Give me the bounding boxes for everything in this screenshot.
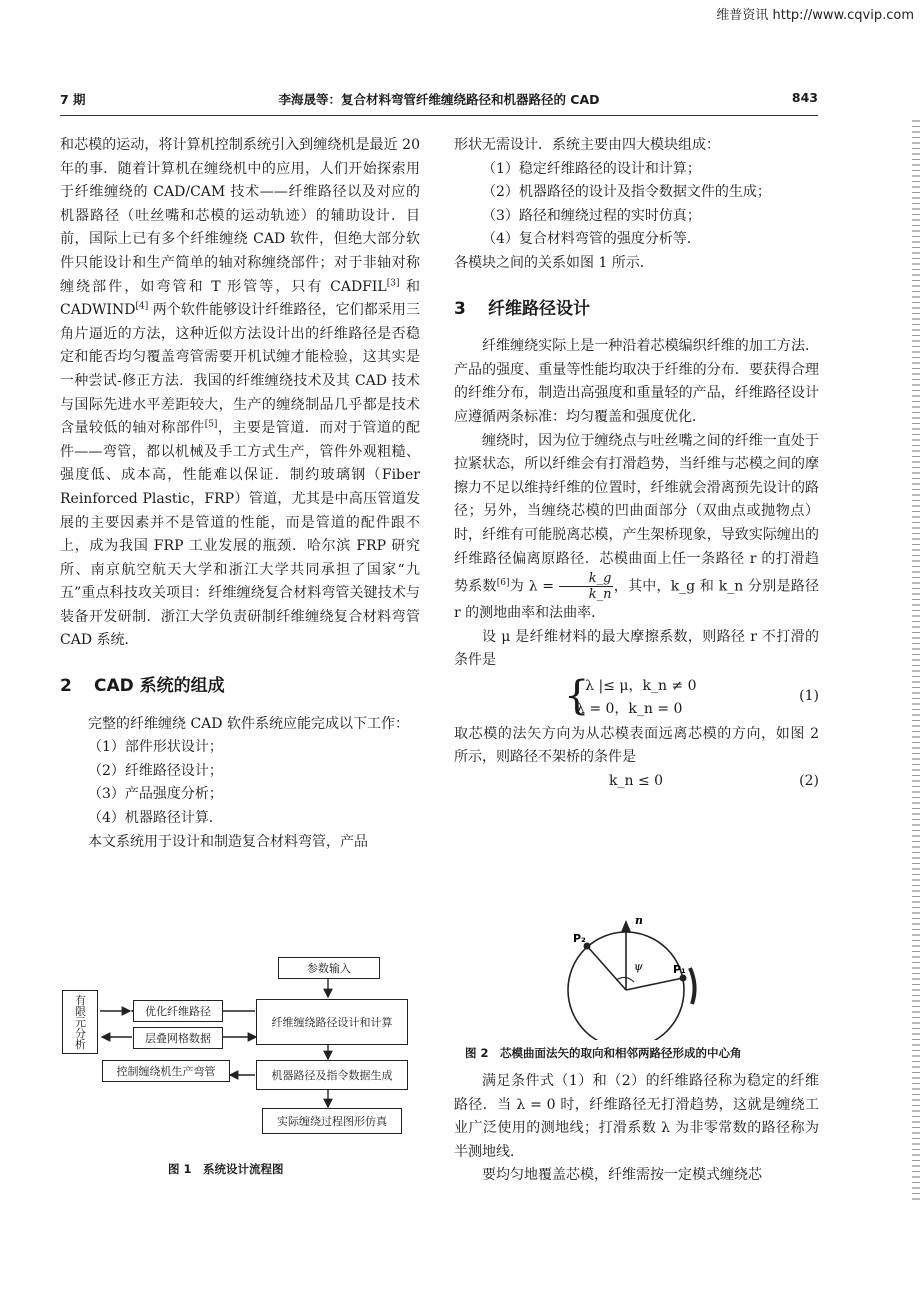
paragraph: 纤维缠绕实际上是一种沿着芯模编织纤维的加工方法．产品的强度、重量等性能均取决于纤维的分布．要获得合理的纤维分布，制造出高强度和重量轻的产品，纤维路径设计应遵循两条标准：均匀覆盖和强度优化． xyxy=(454,338,819,425)
control-winder-box: 控制缠绕机生产弯管 xyxy=(102,1060,230,1082)
list-item: （3）产品强度分析； xyxy=(88,786,223,803)
paragraph: 取芯模的法矢方向为从芯模表面远离芯模的方向，如图 2 所示，则路径不架桥的条件是 xyxy=(454,725,819,766)
point-p1-label: P₁ xyxy=(673,963,686,976)
section-2-heading: 2 CAD 系统的组成 xyxy=(60,676,225,697)
machine-path-box: 机器路径及指令数据生成 xyxy=(256,1060,408,1090)
paragraph: 要均匀地覆盖芯模，纤维需按一定模式缠绕芯 xyxy=(482,1167,762,1184)
simulation-box: 实际缠绕过程图形仿真 xyxy=(262,1108,402,1134)
figure-2-caption: 图 2 芯模曲面法矢的取向和相邻两路径形成的中心角 xyxy=(465,1046,742,1060)
list-item: （1）稳定纤维路径的设计和计算； xyxy=(482,160,701,177)
running-title: 李海晟等：复合材料弯管纤维缠绕路径和机器路径的 CAD xyxy=(278,92,600,107)
param-input-box: 参数输入 xyxy=(278,957,380,979)
right-column xyxy=(454,134,819,794)
fiber-path-design-box: 纤维缠绕路径设计和计算 xyxy=(256,999,408,1045)
list-item: （1）部件形状设计； xyxy=(88,739,223,756)
issue-number: 7 期 xyxy=(60,92,86,107)
header-rule xyxy=(60,115,818,116)
point-p2-label: P₂ xyxy=(573,932,586,945)
list-item: （2）纤维路径设计； xyxy=(88,762,223,779)
figure-1-caption: 图 1 系统设计流程图 xyxy=(168,1162,284,1176)
left-column xyxy=(60,134,420,854)
running-header xyxy=(60,90,818,112)
scan-edge xyxy=(912,120,920,1200)
watermark: 维普资讯 http://www.cqvip.com xyxy=(716,8,914,23)
paragraph: 各模块之间的关系如图 1 所示． xyxy=(454,254,654,271)
intro-paragraph: 和芯模的运动，将计算机控制系统引入到缠绕机是最近 20 年的事．随着计算机在缠绕机中的应用，人们开始探索用于纤维缠绕的 CAD/CAM 技术——纤维路径以及对应的机器路径（吐丝嘴和芯模的运动轨迹）的辅助设计．目前，国际上已有多个纤维缠绕 CAD 软件，但绝大部分软件只能设计和生产简单的轴对称缠绕部件；对于非轴对称缠绕部件，如弯管和 T 形管等，只有 CADFIL[3] 和 CADWIND[4] 两个软件能够设计纤维路径，它们都采用三角片逼近的方法，这种近似方法设计出的纤维路径是否稳定和能否均匀覆盖弯管需要开机试缠才能检验，这其实是一种尝试-修正方法．我国的纤维缠绕技术及其 CAD 技术与国际先进水平差距较大，生产的缠绕制品几乎都是技术含量较低的轴对称部件[5]，主要是管道．而对于管道的配件——弯管，都以机械及手工方式生产，管件外观粗糙、强度低、成本高，性能难以保证．制约玻璃钢（Fiber Reinforced Plastic，FRP）管道，尤其是中高压管道发展的主要因素并不是管道的性能，而是管道的配件跟不上，成为我国 FRP 工业发展的瓶颈．哈尔滨 FRP 研究所、南京航空航天大学和浙江大学共同承担了国家“九五”重点科技攻关项目：纤维缠绕复合材料弯管关键技术与装备开发研制．浙江大学负责研制纤维缠绕复合材料弯管 CAD 系统． xyxy=(60,137,420,649)
central-angle-label: ψ xyxy=(634,960,643,973)
right-column-lower xyxy=(454,1070,819,1188)
section-3-heading: 3 纤维路径设计 xyxy=(454,298,590,319)
paragraph: 设 μ 是纤维材料的最大摩擦系数，则路径 r 不打滑的条件是 xyxy=(454,628,819,669)
page-number: 843 xyxy=(791,90,818,105)
list-item: （2）机器路径的设计及指令数据文件的生成； xyxy=(482,184,771,201)
paragraph: 缠绕时，因为位于缠绕点与吐丝嘴之间的纤维一直处于拉紧状态，所以纤维会有打滑趋势，当纤维与芯模之间的摩擦力不足以维持纤维的位置时，纤维就会滑离预先设计的路径；另外，当缠绕芯模的凹曲面部分（双曲点或抛物点）时，纤维有可能脱离芯模，产生架桥现象，导致实际缠出的纤维路径偏离原路径．芯模曲面上任一条路径 r 的打滑趋势系数[6]为 λ = $\frac{k\_g}{k\_n}$ ，其中，k_g 和 k_n 分别是路径 r 的测地曲率和法曲率． xyxy=(454,432,820,622)
equation-2: k_n ≤ 0 (2) xyxy=(609,773,819,790)
layer-mesh-box: 层叠网格数据 xyxy=(133,1027,223,1049)
fem-box: 有限元分析 xyxy=(62,990,98,1054)
list-item: （4）机器路径计算． xyxy=(88,810,223,827)
normal-vector-label: n xyxy=(635,914,643,927)
optimize-path-box: 优化纤维路径 xyxy=(133,1000,223,1022)
equation-1: { | λ |≤ μ，k_n ≠ 0 λ = 0，k_n = 0 (1) xyxy=(564,672,819,719)
paragraph: 本文系统用于设计和制造复合材料弯管，产品 xyxy=(88,833,368,850)
list-item: （4）复合材料弯管的强度分析等． xyxy=(482,231,701,248)
paragraph: 完整的纤维缠绕 CAD 软件系统应能完成以下工作： xyxy=(88,715,409,732)
paragraph: 满足条件式（1）和（2）的纤维路径称为稳定的纤维路径．当 λ = 0 时，纤维路径无打滑趋势，这就是缠绕工业广泛使用的测地线；打滑系数 λ 为非零常数的路径称为半测地线． xyxy=(454,1073,819,1160)
figure-2-diagram xyxy=(560,912,720,1040)
paragraph: 形状无需设计．系统主要由四大模块组成： xyxy=(454,137,720,153)
lambda-fraction: $\frac{k\_g}{k\_n}$ xyxy=(559,571,614,602)
list-item: （3）路径和缠绕过程的实时仿真； xyxy=(482,207,701,224)
